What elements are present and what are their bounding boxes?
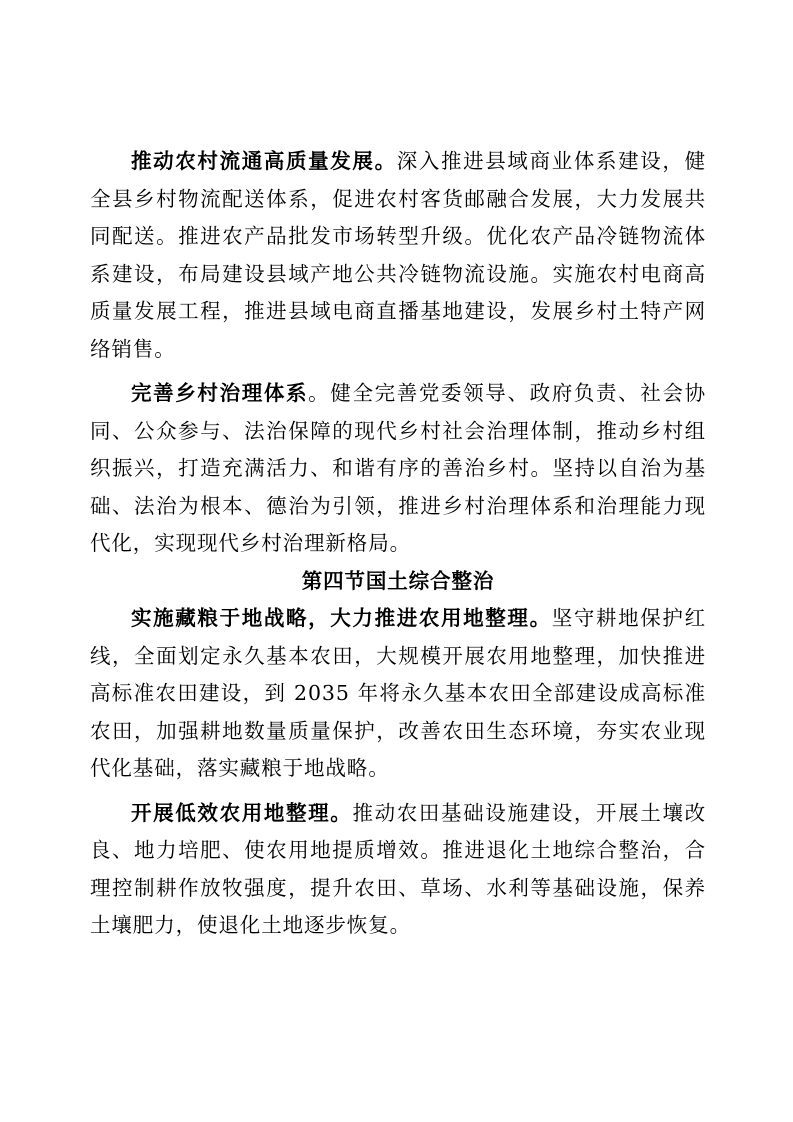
paragraph-text: 推动农田基础设施建设，开展土壤改良、地力培肥、使农用地提质增效。推进退化土地综合整治，合理控制耕作放牧强度，提升农田、草场、水利等基础设施，保养土壤肥力，使退化土地逐步恢复。 xyxy=(90,800,706,937)
paragraph-rural-circulation xyxy=(90,143,706,368)
paragraph-lead: 开展低效农用地整理。 xyxy=(131,800,353,825)
paragraph-rural-governance xyxy=(90,375,706,563)
paragraph-low-efficiency-land xyxy=(90,795,706,945)
section-heading: 第四节国土综合整治 xyxy=(301,568,495,593)
paragraph-lead: 推动农村流通高质量发展。 xyxy=(131,149,397,173)
paragraph-lead: 实施藏粮于地战略，大力推进农用地整理。 xyxy=(131,606,552,630)
paragraph-text: 深入推进县域商业体系建设，健全县乡村物流配送体系，促进农村客货邮融合发展，大力发展共同配送。推进农产品批发市场转型升级。优化农产品冷链物流体系建设，布局建设县域产地公共冷链物流设施。实施农村电商高质量发展工程，推进县域电商直播基地建设，发展乡村土特产网络销售。 xyxy=(90,149,706,361)
paragraph-lead: 完善乡村治理体系 xyxy=(131,381,309,405)
paragraph-farmland-strategy xyxy=(90,600,706,788)
paragraph-text: 。健全完善党委领导、政府负责、社会协同、公众参与、法治保障的现代乡村社会治理体制，推动乡村组织振兴，打造充满活力、和谐有序的善治乡村。坚持以自治为基础、法治为根本、德治为引领，推进乡村治理体系和治理能力现代化，实现现代乡村治理新格局。 xyxy=(90,381,706,555)
document-body xyxy=(90,143,706,945)
paragraph-text: 坚守耕地保护红线，全面划定永久基本农田，大规模开展农用地整理，加快推进高标准农田建设，到 2035 年将永久基本农田全部建设成高标准农田，加强耕地数量质量保护，改善农田生态环境，夯实农业现代化基础，落实藏粮于地战略。 xyxy=(90,606,706,780)
